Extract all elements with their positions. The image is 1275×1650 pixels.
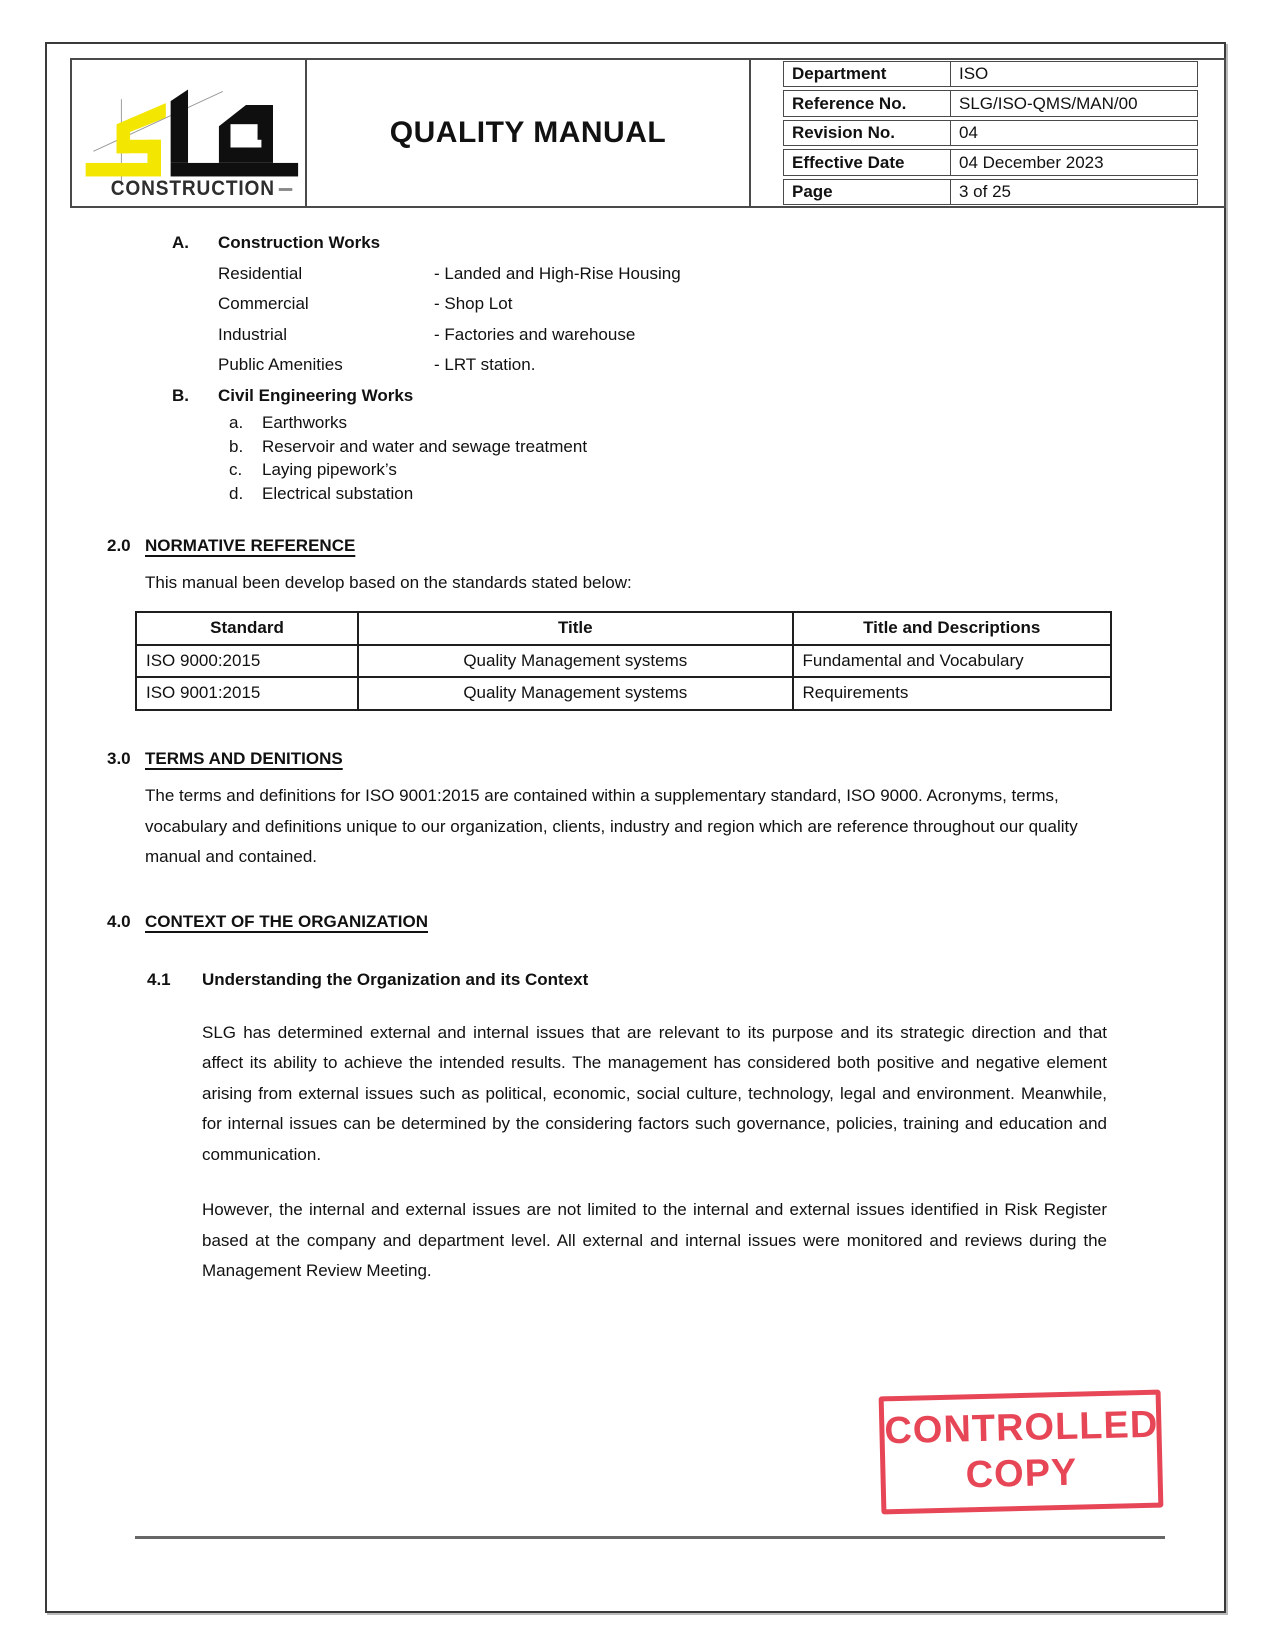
info-label: Department — [783, 61, 951, 88]
page-title: QUALITY MANUAL — [307, 60, 751, 206]
list-item — [229, 435, 1166, 459]
list-item — [229, 482, 1166, 506]
list-text: Reservoir and water and sewage treatment — [262, 436, 588, 456]
column-header: Standard — [136, 612, 358, 645]
info-row-reference — [783, 90, 1198, 117]
stamp-line-1: CONTROLLED — [883, 1403, 1159, 1453]
list-item — [218, 350, 1166, 381]
section-3-heading-row — [107, 744, 1166, 775]
company-logo — [72, 60, 307, 206]
list-a-title: Construction Works — [218, 233, 381, 252]
info-row-effective-date — [783, 149, 1198, 176]
section-heading: CONTEXT OF THE ORGANIZATION — [145, 911, 429, 931]
list-item — [218, 289, 1166, 320]
document-header — [70, 58, 1226, 208]
table-header-row — [136, 612, 1111, 645]
info-value: ISO — [951, 61, 1198, 88]
section-number: 2.0 — [107, 536, 131, 555]
list-text: Earthworks — [262, 413, 348, 432]
list-marker: c. — [229, 460, 243, 479]
info-label: Effective Date — [783, 149, 951, 176]
footer-divider — [135, 1536, 1165, 1539]
list-marker: B. — [172, 385, 189, 405]
logo-word: CONSTRUCTION — [110, 175, 275, 200]
document-info-block — [751, 60, 1224, 206]
table-row — [136, 677, 1111, 710]
description: - Landed and High-Rise Housing — [434, 263, 681, 283]
list-b-title: Civil Engineering Works — [218, 385, 414, 405]
info-row-page — [783, 179, 1198, 206]
list-text: Electrical substation — [262, 483, 414, 503]
column-header: Title and Descriptions — [793, 612, 1111, 645]
stamp-line-2: COPY — [965, 1451, 1078, 1497]
cell-title: Quality Management systems — [358, 645, 792, 678]
info-value: SLG/ISO-QMS/MAN/00 — [951, 90, 1198, 117]
info-label: Revision No. — [783, 120, 951, 147]
subsection-heading: Understanding the Organization and its Context — [202, 970, 589, 989]
section-number: 3.0 — [107, 748, 131, 768]
standards-table — [135, 611, 1112, 711]
info-value: 3 of 25 — [951, 179, 1198, 206]
section-2-intro: This manual been develop based on the standards stated below: — [145, 572, 632, 592]
cell-description: Fundamental and Vocabulary — [793, 645, 1111, 678]
section-heading: TERMS AND DENITIONS — [145, 748, 343, 768]
cell-title: Quality Management systems — [358, 677, 792, 710]
info-row-revision — [783, 120, 1198, 147]
document-body — [107, 228, 1166, 1287]
section-4-1-paragraph-1: SLG has determined external and internal issues that are relevant to its purpose and its strategic direction and that affect its ability to achieve the intended results. The management has considered both positive and negative element arising from external issues such as political, economic, social culture, technology, legal and environment. Meanwhile, for internal issues can be determined by the considering factors such governance, policies, training and education and communication. — [202, 1022, 1107, 1164]
controlled-copy-stamp — [879, 1390, 1164, 1515]
slg-construction-logo-icon — [76, 62, 301, 204]
list-item — [218, 259, 1166, 290]
cell-standard: ISO 9001:2015 — [136, 677, 358, 710]
list-b-heading — [172, 381, 1166, 412]
term: Commercial — [218, 294, 309, 313]
term: Industrial — [218, 324, 287, 344]
term: Residential — [218, 263, 303, 283]
subsection-number: 4.1 — [147, 970, 171, 989]
info-value: 04 December 2023 — [951, 149, 1198, 176]
description: - LRT station. — [434, 355, 536, 374]
list-marker: a. — [229, 413, 244, 432]
list-item — [218, 320, 1166, 351]
info-value: 04 — [951, 120, 1198, 147]
section-number: 4.0 — [107, 911, 131, 931]
list-marker: d. — [229, 483, 244, 503]
column-header: Title — [358, 612, 792, 645]
section-4-heading-row — [107, 907, 1166, 938]
list-marker: A. — [172, 233, 189, 252]
section-4-1-heading-row — [147, 965, 1166, 996]
info-row-department — [783, 61, 1198, 88]
cell-description: Requirements — [793, 677, 1111, 710]
description: - Factories and warehouse — [434, 324, 636, 344]
section-heading: NORMATIVE REFERENCE — [145, 536, 356, 555]
section-2-heading-row — [107, 531, 1166, 562]
info-label: Page — [783, 179, 951, 206]
list-text: Laying pipework’s — [262, 460, 397, 479]
description: - Shop Lot — [434, 294, 513, 313]
list-item — [229, 458, 1166, 482]
list-marker: b. — [229, 436, 244, 456]
section-3-paragraph: The terms and definitions for ISO 9001:2015 are contained within a supplementary standard, ISO 9000. Acronyms, terms, vocabulary and definitions unique to our organization, clients, industry and region which are reference throughout our quality manual and contained. — [145, 786, 1078, 866]
list-item — [229, 411, 1166, 435]
section-4-1-paragraph-2: However, the internal and external issues are not limited to the internal and external issues identified in Risk Register based at the company and department level. All external and internal issues were monitored and reviews during the Management Review Meeting. — [202, 1200, 1107, 1280]
cell-standard: ISO 9000:2015 — [136, 645, 358, 678]
term: Public Amenities — [218, 355, 343, 374]
info-label: Reference No. — [783, 90, 951, 117]
list-a-heading — [172, 228, 1166, 259]
document-page — [45, 42, 1226, 1613]
table-row — [136, 645, 1111, 678]
